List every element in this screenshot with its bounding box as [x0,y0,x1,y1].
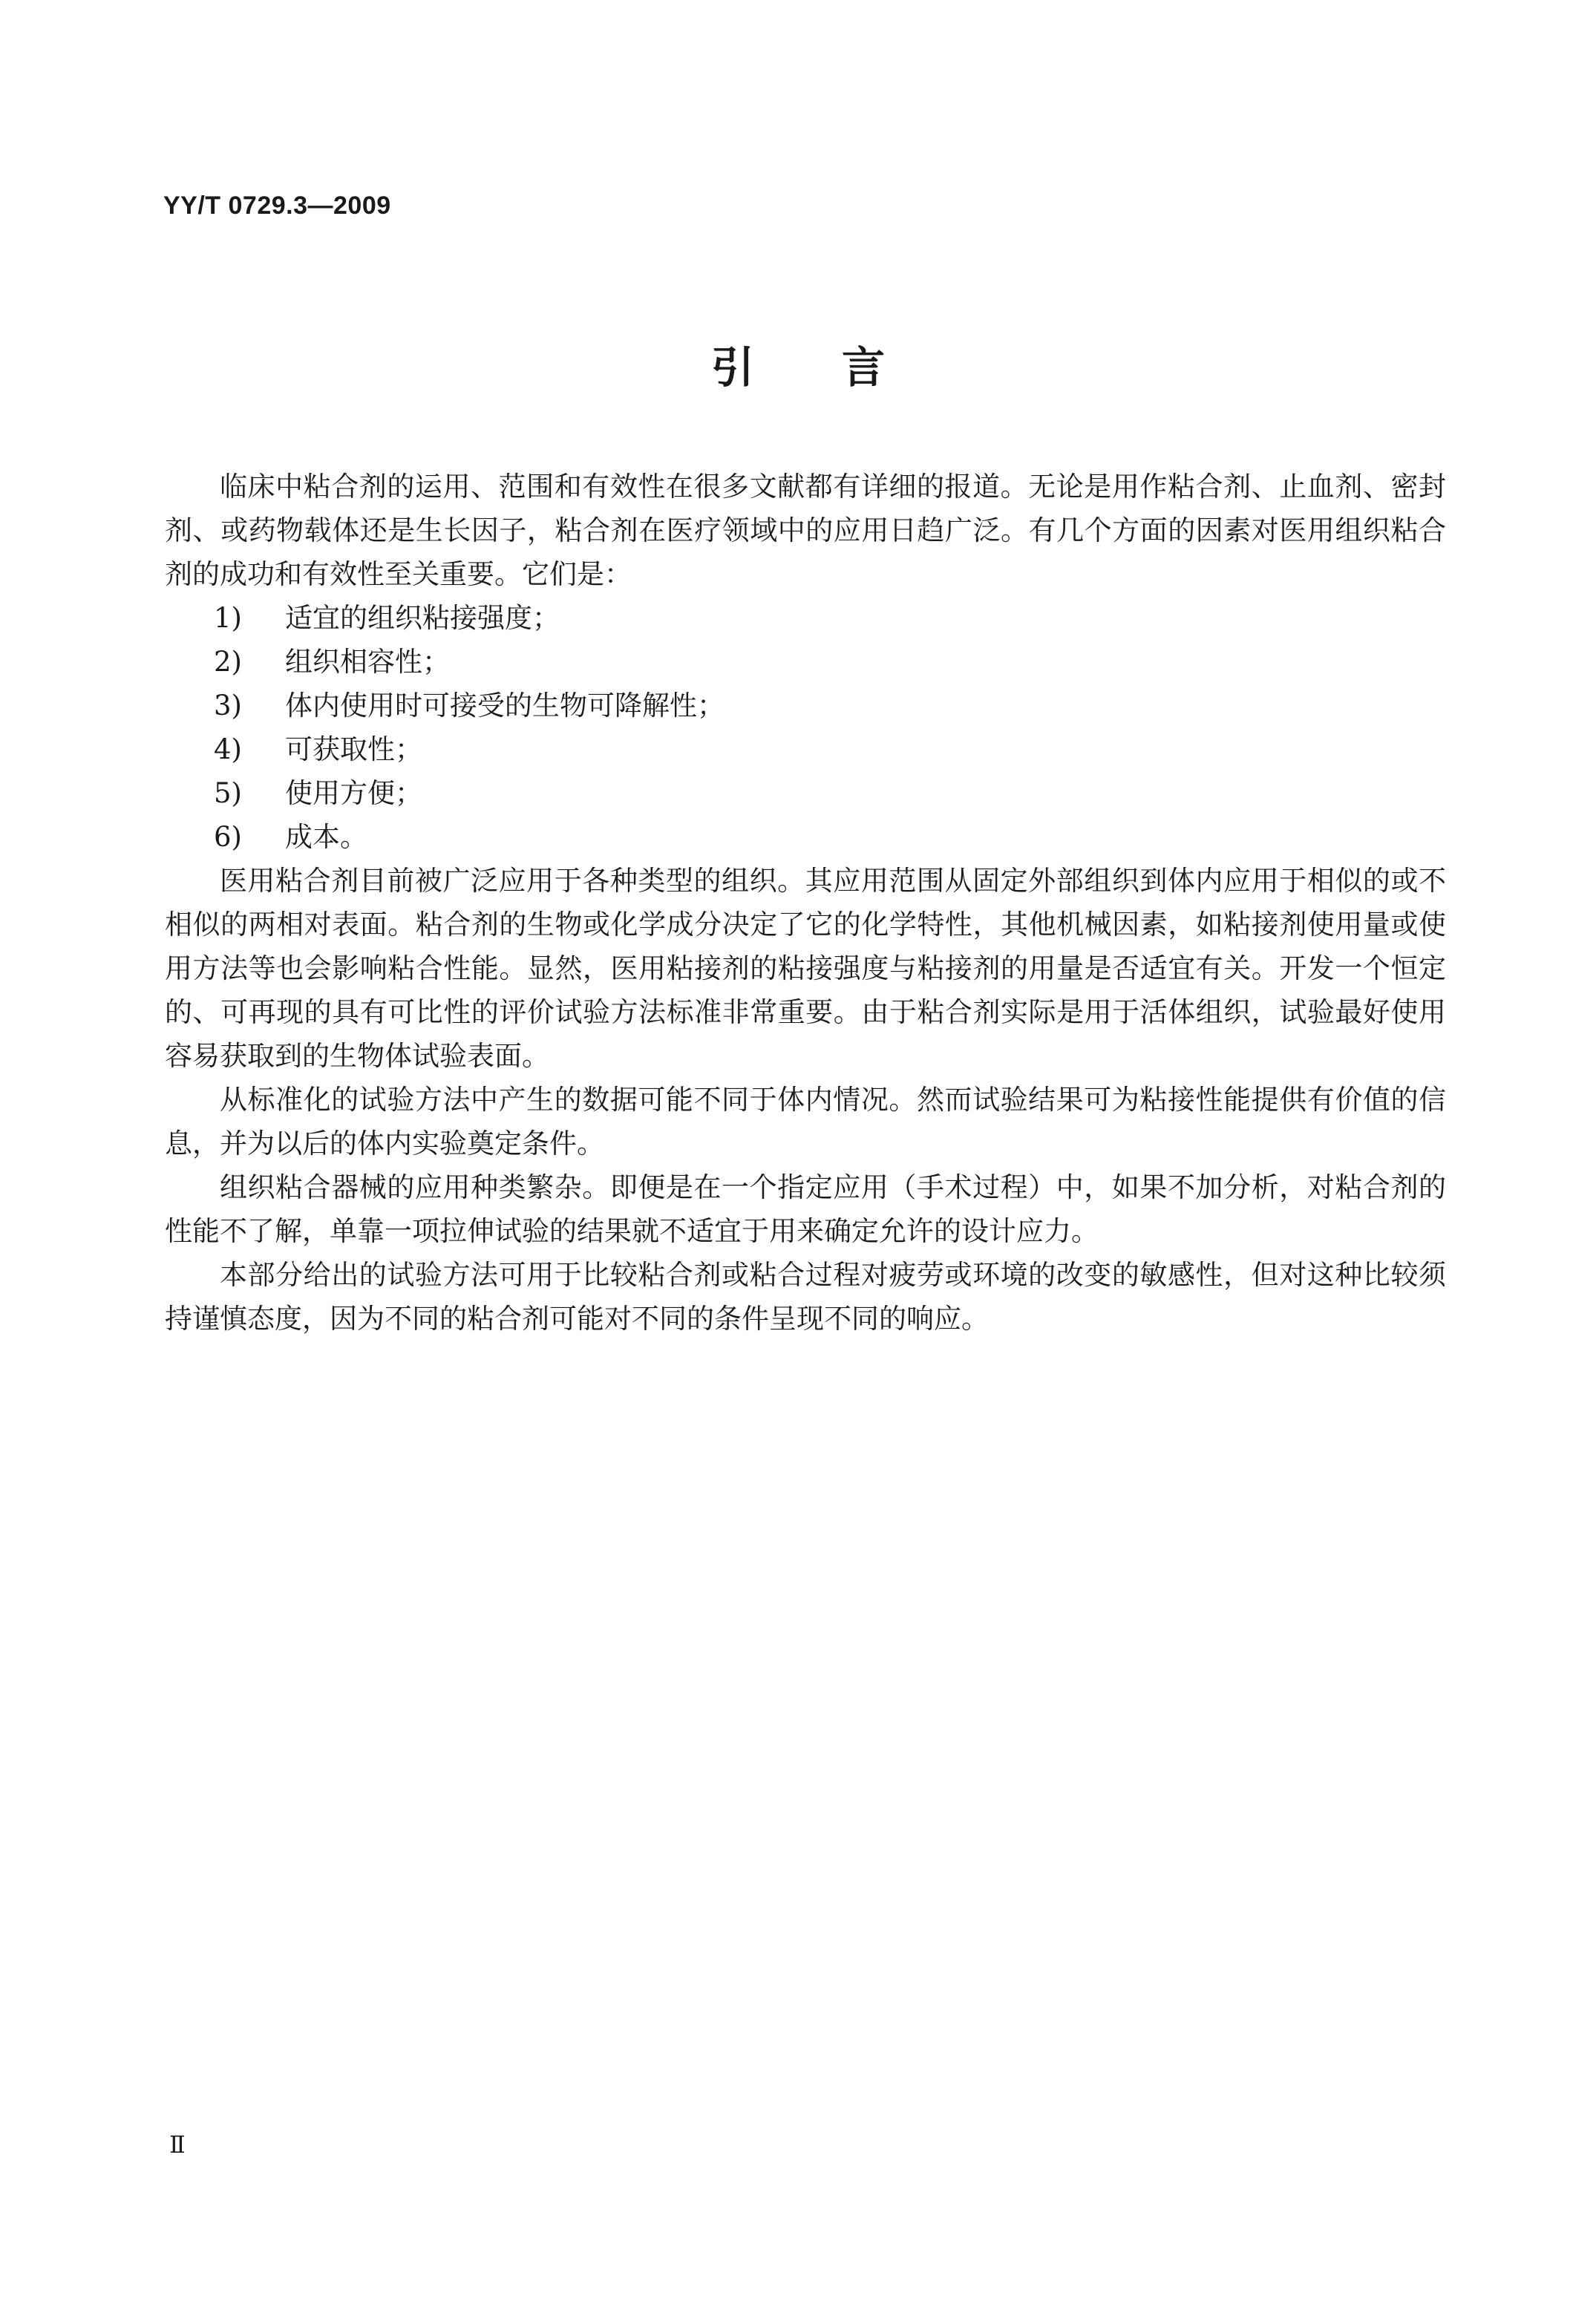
list-item-text: 使用方便； [285,777,422,809]
list-item [165,596,1446,640]
list-item-text: 成本。 [285,821,367,853]
list-item [165,640,1446,684]
list-item-text: 组织相容性； [285,646,450,678]
list-item [165,771,1446,815]
list-item-text: 体内使用时可接受的生物可降解性； [285,690,725,722]
list-item [165,815,1446,859]
list-item-number: 2) [214,646,242,678]
paragraph-application: 医用粘合剂目前被广泛应用于各种类型的组织。其应用范围从固定外部组织到体内应用于相似的或不相似的两相对表面。粘合剂的生物或化学成分决定了它的化学特性，其他机械因素，如粘接剂使用量或使用方法等也会影响粘合性能。显然，医用粘接剂的粘接强度与粘接剂的用量是否适宜有关。开发一个恒定的、可再现的具有可比性的评价试验方法标准非常重要。由于粘合剂实际是用于活体组织，试验最好使用容易获取到的生物体试验表面。 [165,865,1446,1072]
list-item-number: 6) [214,821,242,853]
standard-code: YY/T 0729.3—2009 [163,192,391,220]
paragraph-test-data: 从标准化的试验方法中产生的数据可能不同于体内情况。然而试验结果可为粘接性能提供有价值的信息，并为以后的体内实验奠定条件。 [165,1084,1446,1159]
page-number: Ⅱ [169,2130,186,2159]
paragraph-intro: 临床中粘合剂的运用、范围和有效性在很多文献都有详细的报道。无论是用作粘合剂、止血剂、密封剂、或药物载体还是生长因子，粘合剂在医疗领域中的应用日趋广泛。有几个方面的因素对医用组织粘合剂的成功和有效性至关重要。它们是： [165,471,1446,590]
list-item-number: 5) [214,777,242,809]
section-title: 引言 [710,342,972,393]
list-item-number: 1) [214,602,242,634]
list-item [165,684,1446,727]
paragraph-device-types: 组织粘合器械的应用种类繁杂。即便是在一个指定应用（手术过程）中，如果不加分析，对粘合剂的性能不了解，单靠一项拉伸试验的结果就不适宜于用来确定允许的设计应力。 [165,1171,1446,1247]
paragraph-comparison: 本部分给出的试验方法可用于比较粘合剂或粘合过程对疲劳或环境的改变的敏感性，但对这种比较须持谨慎态度，因为不同的粘合剂可能对不同的条件呈现不同的响应。 [165,1259,1446,1335]
list-item-text: 可获取性； [285,733,422,765]
body-text [165,465,1446,1341]
list-item-number: 3) [214,690,242,722]
list-item [165,727,1446,771]
list-item-text: 适宜的组织粘接强度； [285,602,560,634]
requirements-list [165,596,1446,859]
list-item-number: 4) [214,733,242,765]
